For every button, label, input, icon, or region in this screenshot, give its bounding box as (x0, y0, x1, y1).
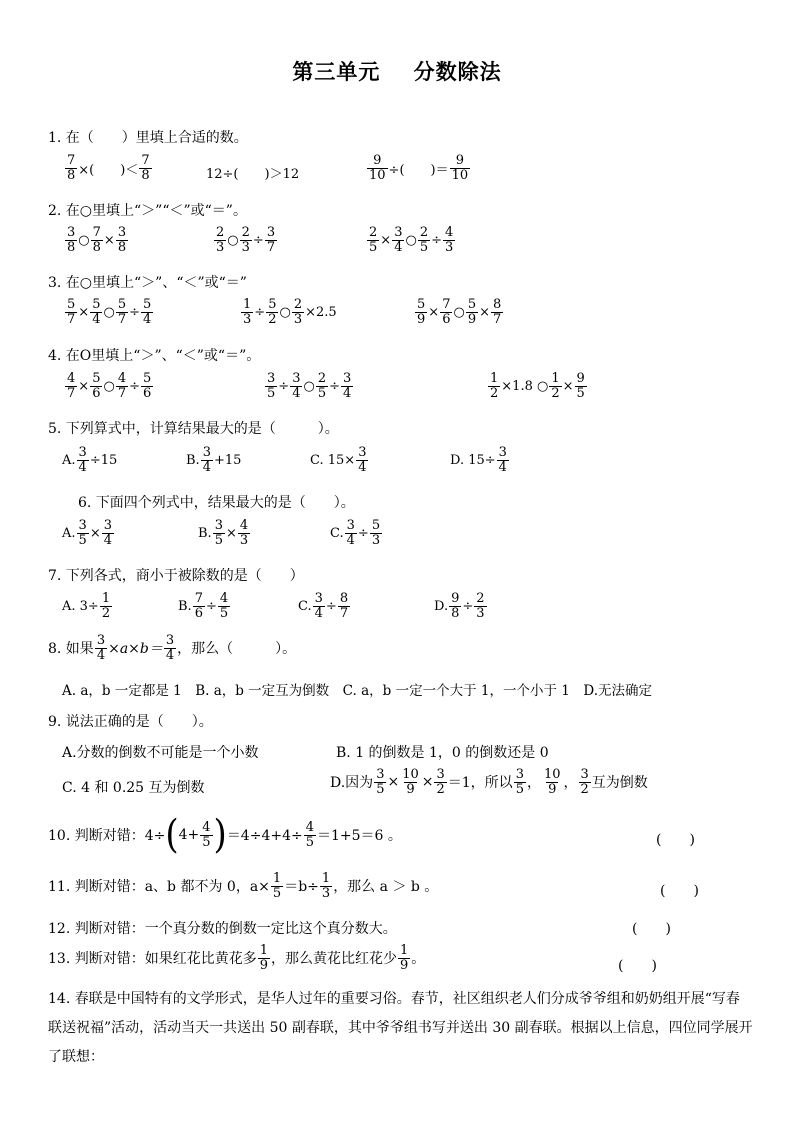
question-1: 1. 在（ ）里填上合适的数。 (48, 130, 248, 146)
question-14: 14. 春联是中国特有的文学形式，是华人过年的重要习俗。春节，社区组织老人们分成爷爷组和奶奶组开展“写春联送祝福”活动，活动当天一共送出 50 副春联，其中爷爷组书写并送出 30 副春联。根据以上信息，四位同学展开了联想： (48, 991, 753, 1065)
fraction: $\frac{4}{3}$ (239, 518, 249, 548)
fraction: $\frac{5}{3}$ (371, 518, 381, 548)
fraction: $\frac{3}{5}$ (214, 518, 223, 548)
fraction: $\frac{5}{7}$ (117, 297, 127, 327)
expression-text: A. (62, 452, 76, 468)
expression-text: ÷ (205, 598, 217, 614)
expression-text: ÷15 (89, 452, 118, 468)
expression-text: ○ (227, 232, 239, 248)
expression-text: B. (178, 598, 192, 614)
fraction: $\frac{1}{2}$ (490, 371, 499, 401)
fraction: $\frac{2}{3}$ (476, 591, 485, 621)
expression-text: C. 15× (310, 452, 356, 468)
fraction: $\frac{7}{6}$ (442, 297, 451, 327)
q11-answer-paren[interactable]: ( ) (660, 883, 699, 899)
q2-item-a (64, 226, 129, 254)
question-6: 6. 下面四个列式中，结果最大的是（ ）。 (78, 495, 355, 511)
expression-text: B. (186, 452, 200, 468)
expression-text: ÷ (278, 378, 290, 394)
q9-option-a[interactable]: A.分数的倒数不可能是一个小数 (62, 745, 259, 761)
q6-option-a[interactable] (62, 519, 115, 547)
q4-item-a (64, 372, 154, 400)
fraction: $\frac{5}{6}$ (92, 371, 101, 401)
q5-option-c[interactable] (310, 446, 369, 474)
expression-text: × (225, 525, 237, 541)
expression-text: ÷ (129, 304, 140, 320)
fraction: $\frac{4}{7}$ (117, 371, 127, 401)
expression-text: ○ (78, 232, 90, 248)
expression-text: A. (62, 525, 76, 541)
fraction: $\frac{5}{6}$ (143, 371, 152, 401)
q1-item-b: 12÷( )＞12 (206, 167, 300, 182)
fraction: $\frac{8}{7}$ (493, 297, 502, 327)
q1-item-a: $\frac{7}{8}$ ×( )＜ 7 8 (67, 153, 150, 183)
q2-item-b (213, 226, 278, 254)
q2-item-c (366, 226, 456, 254)
expression-text: ○ (303, 378, 315, 394)
question-13: 13. 判断对错：如果红花比黄花多 1 9 ，那么黄花比红花少 1 9 。 (48, 943, 426, 973)
question-4: 4. 在O里填上“＞”、“＜”或“＝”。 (48, 348, 261, 364)
question-8: 8. 如果 $\frac{3}{4}$ ×a×b＝ 3 4 ，那么（ ）。 (48, 633, 297, 663)
fraction: $\frac{3}{7}$ (266, 225, 276, 255)
fraction: $\frac{4}{5}$ (219, 591, 229, 621)
fraction: $\frac{3}{4}$ (498, 445, 507, 475)
q6-option-c[interactable] (330, 519, 383, 547)
expression-text: × (103, 232, 115, 248)
q13-answer-paren[interactable]: ( ) (618, 958, 657, 974)
question-11: 11. 判断对错：a、b 都不为 0，a× $\frac{1}{5}$ ＝b÷ $\frac{1}{3}$ ，那么 a ＞ b 。 (48, 871, 439, 901)
expression-text: × (78, 304, 90, 320)
q9-option-b[interactable]: B. 1 的倒数是 1，0 的倒数还是 0 (336, 745, 549, 761)
fraction: $\frac{5}{4}$ (143, 297, 152, 327)
expression-text: × (78, 378, 90, 394)
page-title: 第三单元 分数除法 (292, 59, 502, 84)
expression-text: ÷ (462, 598, 474, 614)
expression-text: D. 15÷ (450, 452, 496, 468)
question-10: 10. 判断对错：4÷ ( 4+ $\frac{4}{5}$ ) ＝4÷4+4÷ $\frac{4}{5}$ ＝1+5＝6 。 (48, 812, 402, 858)
expression-text: ÷ (329, 378, 340, 394)
fraction: $\frac{2}{5}$ (369, 225, 378, 255)
fraction: $\frac{9}{5}$ (576, 371, 585, 401)
fraction: $\frac{7}{6}$ (194, 591, 203, 621)
fraction: $\frac{3}{4}$ (346, 518, 355, 548)
q5-option-d[interactable] (450, 446, 510, 474)
expression-text: × (89, 525, 101, 541)
fraction: $\frac{1}{3}$ (243, 297, 252, 327)
expression-text: ○ (405, 232, 417, 248)
expression-text: × (562, 378, 574, 394)
question-2: 2. 在○里填上“＞”“＜”或“＝”。 (48, 203, 247, 219)
fraction: $\frac{2}{3}$ (241, 225, 250, 255)
fraction: $\frac{2}{5}$ (419, 225, 429, 255)
question-12: 12. 判断对错：一个真分数的倒数一定比这个真分数大。 (48, 921, 397, 937)
q5-option-a[interactable] (62, 446, 117, 474)
fraction: $\frac{2}{5}$ (317, 371, 327, 401)
q8-options[interactable]: A. a，b 一定都是 1 B. a，b 一定互为倒数 C. a，b 一定一个大于 1，一个小于 1 D.无法确定 (62, 683, 652, 699)
expression-text: ÷ (129, 378, 140, 394)
expression-text: C. (298, 598, 312, 614)
fraction: $\frac{5}{7}$ (67, 297, 76, 327)
q3-item-b (240, 298, 337, 326)
q3-item-c (414, 298, 504, 326)
q4-item-b (264, 372, 354, 400)
expression-text: ÷ (357, 525, 369, 541)
fraction: $\frac{3}{4}$ (292, 371, 301, 401)
fraction: $\frac{8}{7}$ (339, 591, 349, 621)
q5-option-b[interactable] (186, 446, 241, 474)
expression-text: × (479, 304, 490, 320)
question-9: 9. 说法正确的是（ ）。 (48, 714, 213, 730)
fraction: $\frac{5}{4}$ (92, 297, 101, 327)
fraction: $\frac{3}{4}$ (103, 518, 112, 548)
fraction: $\frac{5}{9}$ (467, 297, 477, 327)
fraction: $\frac{1}{2}$ (551, 371, 560, 401)
fraction: $\frac{9}{8}$ (451, 591, 460, 621)
fraction: $\frac{4}{3}$ (445, 225, 454, 255)
expression-text: B. (198, 525, 212, 541)
fraction: $\frac{7}{8}$ (67, 153, 76, 183)
q4-item-c (487, 372, 588, 400)
q1-item-c: $\frac{9}{10}$ ÷( )＝ 9 10 (369, 153, 469, 183)
expression-text: ○ (453, 304, 465, 320)
expression-text: ×2.5 (305, 304, 337, 320)
q10-answer-paren[interactable]: ( ) (656, 832, 695, 848)
expression-text: ÷ (325, 598, 337, 614)
expression-text: ÷ (254, 304, 266, 320)
expression-text: C. (330, 525, 344, 541)
expression-text: ×1.8 ○ (501, 378, 549, 394)
q7-option-a[interactable] (62, 592, 113, 620)
expression-text: × (380, 232, 392, 248)
fraction: $\frac{3}{4}$ (314, 591, 323, 621)
expression-text: D. (434, 598, 449, 614)
expression-text: ○ (103, 304, 115, 320)
fraction: 3 4 (202, 445, 211, 475)
fraction: $\frac{4}{7}$ (67, 371, 76, 401)
q9-option-c[interactable]: C. 4 和 0.25 互为倒数 (62, 780, 205, 796)
fraction: $\frac{2}{3}$ (293, 297, 303, 327)
q7-option-c[interactable] (298, 592, 351, 620)
fraction: $\frac{3}{5}$ (267, 371, 276, 401)
q3-item-a (64, 298, 154, 326)
expression-text: ÷ (431, 232, 442, 248)
expression-text: × (428, 304, 440, 320)
fraction: 3 8 (67, 225, 76, 255)
question-3: 3. 在○里填上“＞”、“＜”或“＝” (48, 275, 247, 291)
question-5: 5. 下列算式中，计算结果最大的是（ ）。 (48, 421, 339, 437)
expression-text: ÷ (252, 232, 264, 248)
fraction: $\frac{3}{4}$ (343, 371, 352, 401)
expression-text: A. 3÷ (62, 598, 99, 614)
fraction: 2 3 (216, 225, 225, 255)
expression-text: ○ (279, 304, 291, 320)
q7-option-d[interactable] (434, 592, 488, 620)
fraction: $\frac{3}{4}$ (78, 445, 87, 475)
fraction: $\frac{5}{2}$ (268, 297, 277, 327)
expression-text: +15 (213, 452, 242, 468)
fraction: $\frac{1}{2}$ (101, 591, 111, 621)
fraction: $\frac{7}{8}$ (92, 225, 101, 255)
q9-option-d[interactable]: D.因为 $\frac{3}{5}$ × $\frac{10}{9}$ × $\frac{3}{2}$ ＝1，所以 3 5 ， 10 9 ， 3 2 互为倒数 (330, 767, 648, 797)
fraction: $\frac{5}{9}$ (417, 297, 426, 327)
fraction: $\frac{3}{4}$ (394, 225, 403, 255)
q6-option-b[interactable] (198, 519, 251, 547)
q7-option-b[interactable] (178, 592, 231, 620)
fraction: $\frac{3}{4}$ (358, 445, 367, 475)
q12-answer-paren[interactable]: ( ) (632, 921, 671, 937)
fraction: $\frac{3}{5}$ (78, 518, 87, 548)
fraction: $\frac{3}{8}$ (117, 225, 127, 255)
expression-text: ○ (103, 378, 115, 394)
question-7: 7. 下列各式，商小于被除数的是（ ） (48, 568, 304, 584)
